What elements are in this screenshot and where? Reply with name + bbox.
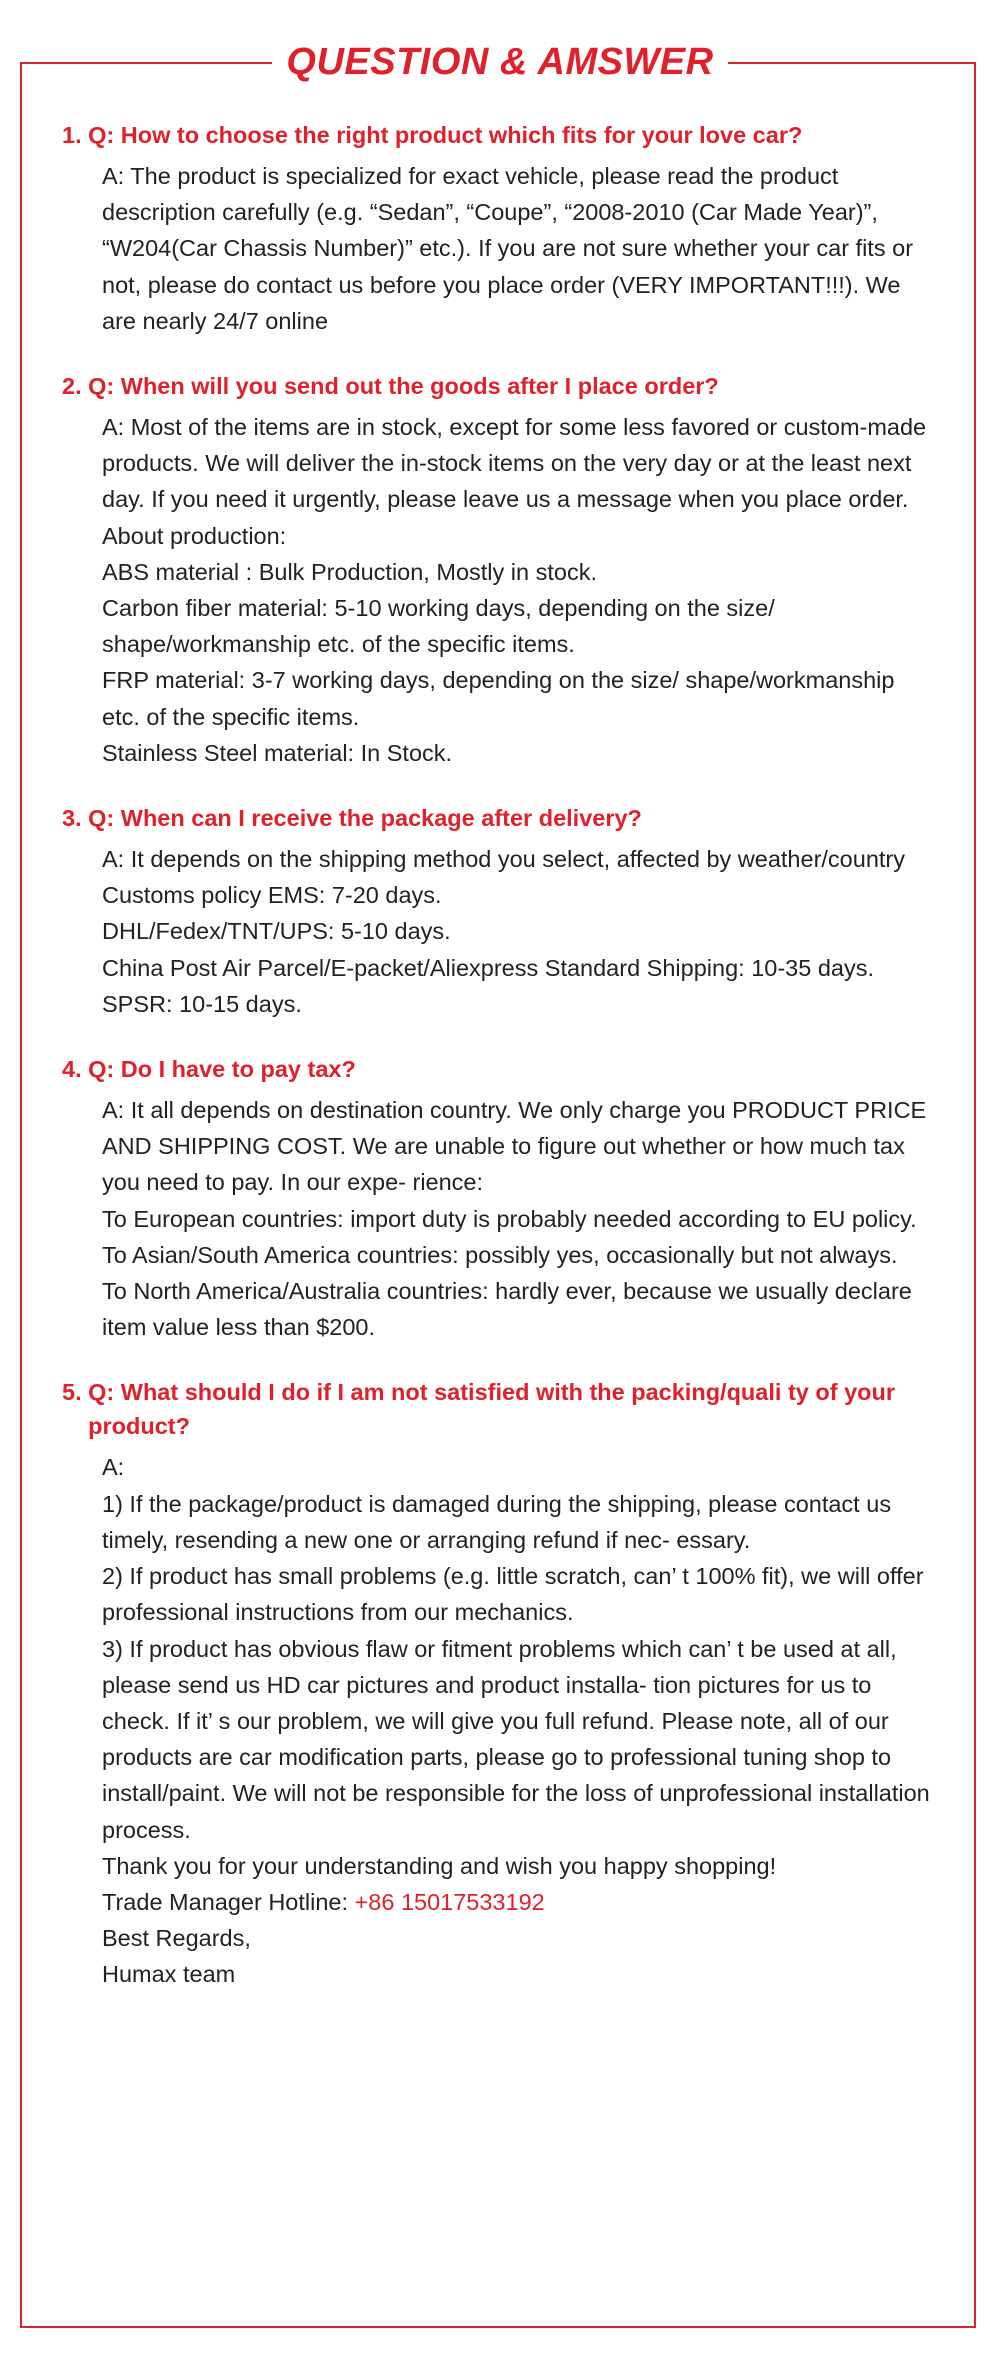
question-4: [62, 1052, 932, 1086]
question-text: Q: How to choose the right product which fits for your love car?: [88, 122, 803, 148]
answer-line: 2) If product has small problems (e.g. little scratch, can’ t 100% fit), we will offer professional instructions from our mechanics.: [102, 1563, 924, 1626]
question-text: Q: When will you send out the goods after I place order?: [88, 373, 719, 400]
answer-line: Thank you for your understanding and wish you happy shopping!: [102, 1852, 777, 1879]
signature-line: Humax team: [102, 1961, 236, 1988]
answer-line: A: It all depends on destination country. We only charge you PRODUCT PRICE AND SHIPPING COST. We are unable to figure out whether or how much tax you need to pay. In our expe- rience:: [102, 1097, 927, 1196]
answer-line: A:: [102, 1454, 125, 1481]
question-2: [62, 369, 932, 403]
question-number: 3.: [62, 805, 89, 832]
question-number: 4.: [62, 1056, 89, 1083]
question-number: 5.: [62, 1379, 89, 1406]
closing-line: Best Regards,: [102, 1925, 251, 1952]
question-number: 2.: [62, 373, 89, 400]
answer-2: [62, 409, 932, 771]
faq-content: [62, 118, 932, 2023]
question-number: 1.: [62, 122, 89, 148]
answer-3: [62, 841, 932, 1022]
question-text: Q: What should I do if I am not satisfied with the packing/quali ty of your product?: [88, 1379, 896, 1440]
question-5: [62, 1375, 932, 1443]
answer-line: China Post Air Parcel/E-packet/Aliexpress Standard Shipping: 10-35 days.: [102, 954, 875, 981]
answer-line: 3) If product has obvious flaw or fitment problems which can’ t be used at all, please send us HD car pictures and product installa- tion pictures for us to check. If it’ s our problem, we will give you full refund. Please note, all of our products are car modification parts, please go to professional tuning shop to install/paint. We will not be responsible for the loss of unprofessional installation process.: [102, 1635, 930, 1843]
answer-line: A: It depends on the shipping method you select, affected by weather/country Customs policy EMS: 7-20 days.: [102, 846, 905, 909]
answer-line: ABS material : Bulk Production, Mostly in stock.: [102, 558, 597, 585]
answer-5: [62, 1449, 932, 1992]
answer-line: To European countries: import duty is probably needed according to EU policy.: [102, 1205, 917, 1232]
qa-item-4: [62, 1052, 932, 1345]
hotline-label: Trade Manager Hotline:: [102, 1888, 355, 1915]
answer-line: Stainless Steel material: In Stock.: [102, 739, 453, 766]
answer-line: SPSR: 10-15 days.: [102, 990, 302, 1017]
title-bar: [0, 36, 1000, 88]
answer-line: Carbon fiber material: 5-10 working days, depending on the size/ shape/workmanship etc. of the specific items.: [102, 595, 775, 658]
qa-item-1: [62, 118, 932, 339]
hotline-line: [102, 1884, 932, 1920]
answer-4: [62, 1092, 932, 1345]
question-1: [62, 118, 932, 152]
qa-item-5: [62, 1375, 932, 1992]
qa-item-2: [62, 369, 932, 771]
page-title: QUESTION & AMSWER: [272, 36, 727, 88]
question-text: Q: When can I receive the package after delivery?: [88, 805, 642, 832]
qa-item-3: [62, 801, 932, 1022]
answer-line: About production:: [102, 522, 287, 549]
answer-line: A: The product is specialized for exact vehicle, please read the product description carefully (e.g. “Sedan”, “Coupe”, “2008-2010 (Car Made Year)”, “W204(Car Chassis Number)” etc.). If you are not sure whether your car fits or not, please do contact us before you place order (VERY IMPORTANT!!!). We are nearly 24/7 online: [102, 163, 914, 334]
question-3: [62, 801, 932, 835]
question-text: Q: Do I have to pay tax?: [88, 1056, 356, 1083]
answer-line: 1) If the package/product is damaged during the shipping, please contact us timely, resending a new one or arranging refund if nec- essary.: [102, 1490, 892, 1553]
answer-line: A: Most of the items are in stock, except for some less favored or custom-made products. We will deliver the in-stock items on the very day or at the least next day. If you need it urgently, please leave us a message when you place order.: [102, 414, 927, 513]
answer-line: FRP material: 3-7 working days, depending on the size/ shape/workmanship etc. of the specific items.: [102, 667, 895, 730]
answer-line: To North America/Australia countries: hardly ever, because we usually declare item value less than $200.: [102, 1278, 912, 1341]
hotline-number[interactable]: +86 15017533192: [354, 1888, 545, 1915]
answer-line: To Asian/South America countries: possibly yes, occasionally but not always.: [102, 1241, 898, 1268]
answer-1: [62, 158, 932, 339]
answer-line: DHL/Fedex/TNT/UPS: 5-10 days.: [102, 918, 451, 945]
